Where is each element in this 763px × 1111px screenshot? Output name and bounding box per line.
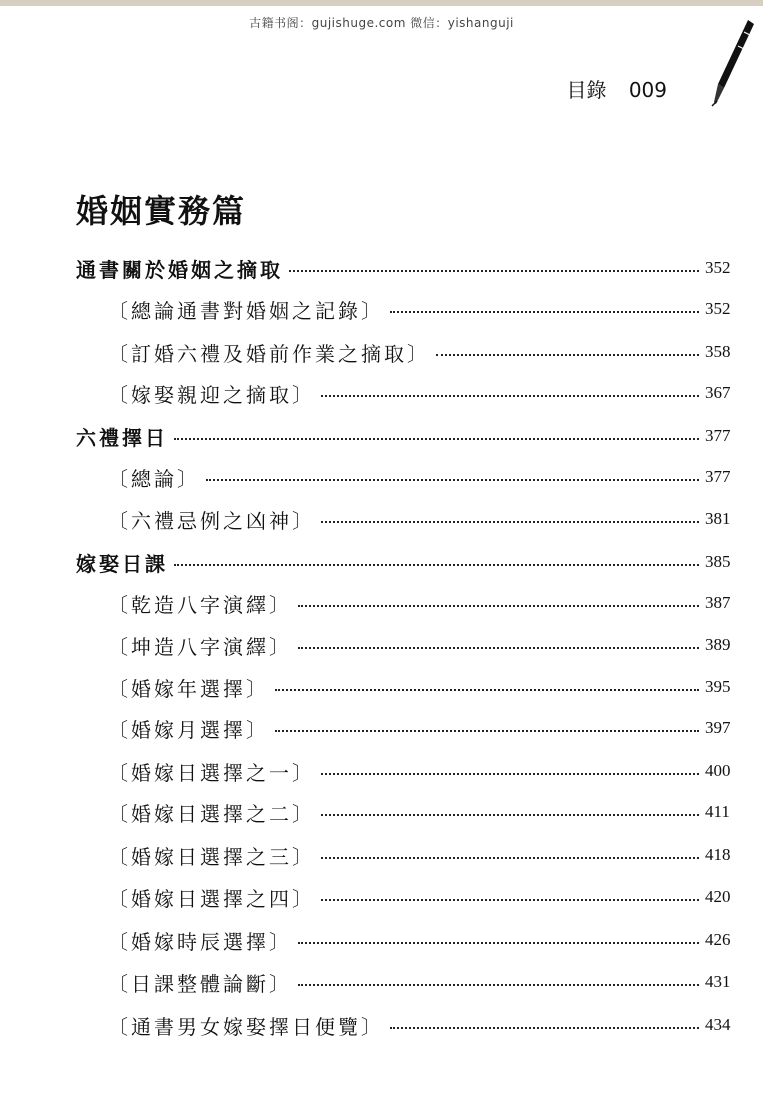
toc-entry-label: 〔婚嫁日選擇之一〕 xyxy=(108,760,315,785)
toc-entry-page-number: 389 xyxy=(705,635,731,654)
toc-sub-entry xyxy=(0,967,763,997)
toc-sub-entry xyxy=(0,672,763,702)
toc-dot-leader xyxy=(174,438,699,440)
toc-entry-page-number: 400 xyxy=(705,761,731,780)
toc-entry-label: 〔訂婚六禮及婚前作業之摘取〕 xyxy=(108,341,430,366)
toc-entry-label: 〔通書男女嫁娶擇日便覽〕 xyxy=(108,1014,384,1039)
toc-dot-leader xyxy=(321,395,699,397)
toc-main-entry xyxy=(0,421,763,451)
toc-dot-leader xyxy=(275,689,699,691)
toc-entry-label: 〔婚嫁日選擇之三〕 xyxy=(108,844,315,869)
toc-entry-page-number: 352 xyxy=(705,299,731,318)
toc-entry-label: 〔婚嫁日選擇之二〕 xyxy=(108,801,315,826)
toc-dot-leader xyxy=(298,942,699,944)
toc-entry-page-number: 358 xyxy=(705,342,731,361)
toc-dot-leader xyxy=(289,270,699,272)
toc-entry-page-number: 395 xyxy=(705,677,731,696)
toc-sub-entry xyxy=(0,294,763,324)
toc-entry-page-number: 420 xyxy=(705,887,731,906)
toc-sub-entry xyxy=(0,588,763,618)
toc-entry-label: 〔總論〕 xyxy=(108,466,200,491)
toc-entry-page-number: 431 xyxy=(705,972,731,991)
toc-sub-entry xyxy=(0,882,763,912)
toc-sub-entry xyxy=(0,462,763,492)
toc-sub-entry xyxy=(0,925,763,955)
toc-sub-entry xyxy=(0,1010,763,1040)
toc-sub-entry xyxy=(0,797,763,827)
toc-sub-entry xyxy=(0,840,763,870)
toc-entry-page-number: 426 xyxy=(705,930,731,949)
header-title: 目錄 xyxy=(566,78,607,102)
toc-dot-leader xyxy=(321,521,699,523)
toc-main-entry xyxy=(0,253,763,283)
toc-dot-leader xyxy=(321,814,699,816)
toc-dot-leader xyxy=(298,605,699,607)
toc-entry-label: 〔婚嫁時辰選擇〕 xyxy=(108,929,292,954)
toc-sub-entry xyxy=(0,756,763,786)
section-title: 婚姻實務篇 xyxy=(76,192,247,230)
header-page-number: 009 xyxy=(628,78,667,102)
toc-sub-entry xyxy=(0,337,763,367)
toc-entry-page-number: 377 xyxy=(705,426,731,445)
toc-entry-label: 〔總論通書對婚姻之記錄〕 xyxy=(108,298,384,323)
toc-entry-page-number: 418 xyxy=(705,845,731,864)
toc-entry-page-number: 385 xyxy=(705,552,731,571)
toc-dot-leader xyxy=(174,564,699,566)
toc-sub-entry xyxy=(0,504,763,534)
toc-entry-page-number: 411 xyxy=(705,802,730,821)
toc-dot-leader xyxy=(298,647,699,649)
watermark-text: 古籍书阁：gujishuge.com 微信：yishanguji xyxy=(249,16,514,30)
toc-entry-page-number: 367 xyxy=(705,383,731,402)
toc-entry-label: 〔婚嫁日選擇之四〕 xyxy=(108,886,315,911)
toc-sub-entry xyxy=(0,713,763,743)
toc-dot-leader xyxy=(206,479,699,481)
toc-entry-page-number: 387 xyxy=(705,593,731,612)
toc-main-entry xyxy=(0,547,763,577)
toc-entry-label: 嫁娶日課 xyxy=(76,551,168,576)
toc-entry-label: 〔婚嫁月選擇〕 xyxy=(108,717,269,742)
toc-sub-entry xyxy=(0,630,763,660)
toc-dot-leader xyxy=(390,311,699,313)
toc-dot-leader xyxy=(436,354,699,356)
toc-entry-page-number: 377 xyxy=(705,467,731,486)
toc-dot-leader xyxy=(298,984,699,986)
toc-entry-label: 〔日課整體論斷〕 xyxy=(108,971,292,996)
toc-entry-label: 通書關於婚姻之摘取 xyxy=(76,257,283,282)
toc-entry-page-number: 434 xyxy=(705,1015,731,1034)
toc-entry-label: 六禮擇日 xyxy=(76,425,168,450)
toc-entry-label: 〔婚嫁年選擇〕 xyxy=(108,676,269,701)
toc-dot-leader xyxy=(321,899,699,901)
toc-entry-page-number: 397 xyxy=(705,718,731,737)
toc-dot-leader xyxy=(390,1027,699,1029)
toc-entry-label: 〔坤造八字演繹〕 xyxy=(108,634,292,659)
toc-dot-leader xyxy=(321,773,699,775)
toc-entry-label: 〔乾造八字演繹〕 xyxy=(108,592,292,617)
toc-dot-leader xyxy=(321,857,699,859)
toc-entry-label: 〔嫁娶親迎之摘取〕 xyxy=(108,382,315,407)
toc-entry-page-number: 381 xyxy=(705,509,731,528)
toc-dot-leader xyxy=(275,730,699,732)
toc-entry-page-number: 352 xyxy=(705,258,731,277)
toc-entry-label: 〔六禮忌例之凶神〕 xyxy=(108,508,315,533)
toc-sub-entry xyxy=(0,378,763,408)
